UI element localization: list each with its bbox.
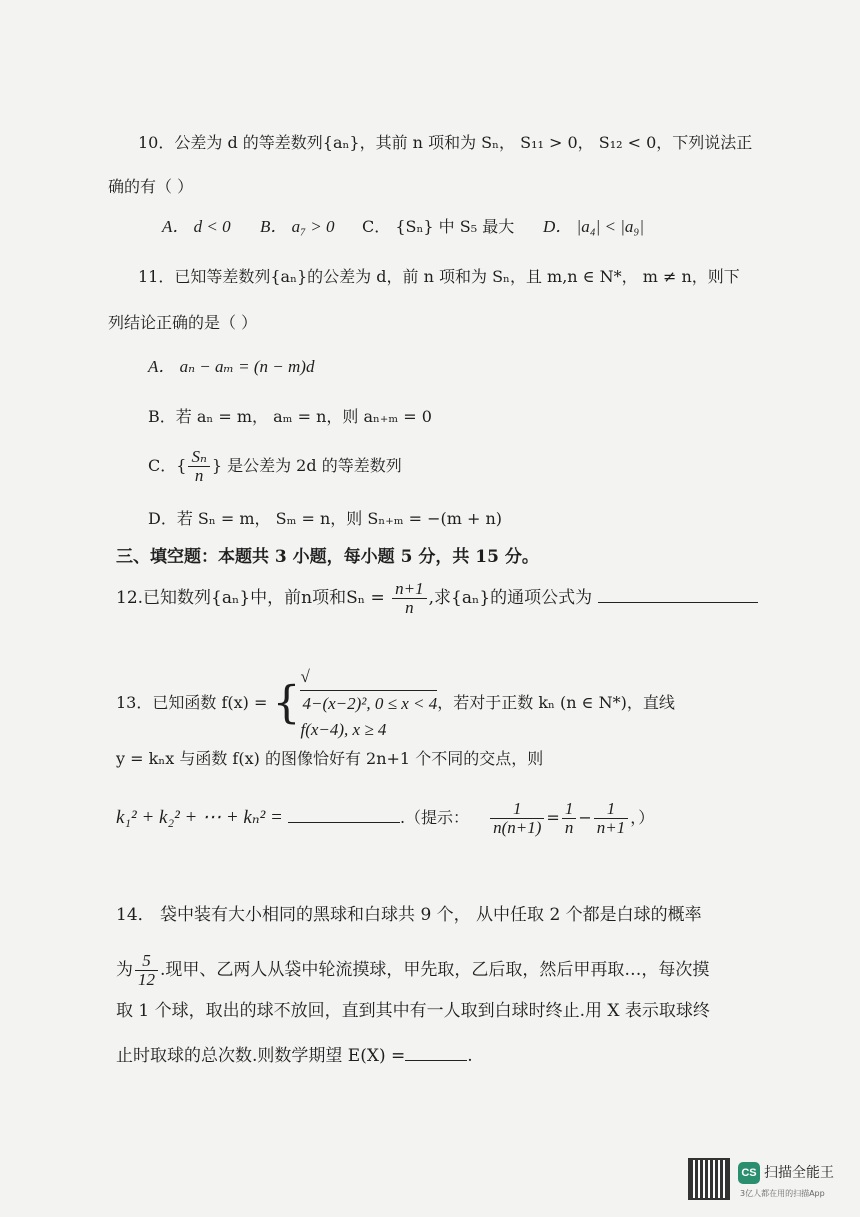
q13-stem-line1 <box>116 664 675 743</box>
watermark-subtitle: 3亿人都在用的扫描App <box>740 1189 825 1198</box>
q14-stem-line4: 止时取球的总次数.则数学期望 E(X) = . <box>116 1046 473 1066</box>
q11-stem-line1: 11．已知等差数列{aₙ}的公差为 d，前 n 项和为 Sₙ，且 m,n ∈ N*， m ≠ n，则下 <box>138 267 740 286</box>
q12-suffix: ,求{aₙ}的通项公式为 <box>428 588 593 608</box>
q10-stem-line2: 确的有（ ） <box>108 177 194 196</box>
q12-answer-blank <box>598 586 758 603</box>
q10-option-d: D． |a₄| < |a₉| <box>543 217 645 236</box>
q14-stem-line2: 为 $\frac{5}{12}$ .现甲、乙两人从袋中轮流摸球，甲先取，乙后取，然后甲再取…，每次摸 <box>116 951 710 989</box>
q14-answer-blank <box>405 1044 467 1061</box>
section3-heading: 三、填空题：本题共 3 小题，每小题 5 分，共 15 分。 <box>116 547 539 567</box>
q13-case2: f(x−4), x ≥ 4 <box>300 720 387 739</box>
q13-hint-lhs: $\frac{1}{n(n+1)}$ <box>490 800 544 837</box>
q12-prefix: 12.已知数列{aₙ}中，前n项和Sₙ = <box>116 588 391 608</box>
q10-stem-line1: 10．公差为 d 的等差数列{aₙ}，其前 n 项和为 Sₙ， S₁₁ > 0， S₁₂ < 0，下列说法正 <box>138 133 753 152</box>
q13-answer-blank <box>288 806 400 823</box>
q14-stem-line1: 14． 袋中装有大小相同的黑球和白球共 9 个， 从中任取 2 个都是白球的概率 <box>116 905 702 925</box>
q12-fraction <box>392 580 426 617</box>
q12-stem <box>116 580 758 617</box>
q11-option-c-suffix: } 是公差为 2d 的等差数列 <box>211 456 402 475</box>
q10-option-b: B． a₇ > 0 <box>260 217 335 236</box>
q14-fraction: $\frac{5}{12}$ <box>135 952 158 989</box>
q11-option-c-num: Sₙ <box>188 448 209 467</box>
q13-piecewise-brace: { <box>272 677 301 729</box>
q11-stem-line2: 列结论正确的是（ ） <box>108 313 258 332</box>
q11-option-c <box>148 448 402 485</box>
q13-prefix: 13．已知函数 f(x) = <box>116 693 273 712</box>
camscanner-logo-icon: CS <box>738 1162 760 1184</box>
q11-option-d: D．若 Sₙ = m， Sₘ = n，则 Sₙ₊ₘ = −(m + n) <box>148 509 503 528</box>
q12-frac-den: n <box>405 598 414 617</box>
q13-piecewise-cases <box>300 664 437 743</box>
q11-option-c-den: n <box>194 466 204 485</box>
q13-hint-suffix: ，） <box>630 808 655 827</box>
q13-case1: √ 4−(x−2)², 0 ≤ x < 4 <box>300 664 437 717</box>
q10-option-c: C． {Sₙ} 中 S₅ 最大 <box>362 217 515 236</box>
q13-expression: k₁² + k₂² + ⋯ + kₙ² = <box>116 807 283 828</box>
q11-option-a: A． aₙ − aₘ = (n − m)d <box>148 357 315 376</box>
watermark-title: 扫描全能王 <box>764 1165 834 1181</box>
q11-option-c-prefix: C．{ <box>148 456 187 475</box>
q13-stem-line3: k₁² + k₂² + ⋯ + kₙ² = .（提示： $\frac{1}{n(n+1)}$ = $\frac{1}{n}$ − $\frac{1}{n+1}$ ，） <box>116 799 655 837</box>
q11-option-c-fraction <box>188 448 209 485</box>
q11-option-b: B．若 aₙ = m， aₘ = n，则 aₙ₊ₘ = 0 <box>148 407 432 426</box>
scanner-watermark <box>688 1158 848 1204</box>
q13-hint-r2: $\frac{1}{n+1}$ <box>594 800 628 837</box>
q13-stem-line2: y = kₙx 与函数 f(x) 的图像恰好有 2n+1 个不同的交点，则 <box>116 749 544 768</box>
q13-hint-prefix: .（提示： <box>399 808 470 827</box>
qr-code-icon <box>688 1158 730 1200</box>
q13-suffix: ，若对于正数 kₙ (n ∈ N*)，直线 <box>437 693 675 712</box>
q12-frac-num: n+1 <box>392 580 426 599</box>
q13-hint-r1: $\frac{1}{n}$ <box>562 800 577 837</box>
q10-option-a: A． d < 0 <box>162 217 231 236</box>
q14-stem-line3: 取 1 个球，取出的球不放回，直到其中有一人取到白球时终止.用 X 表示取球终 <box>116 1001 710 1021</box>
